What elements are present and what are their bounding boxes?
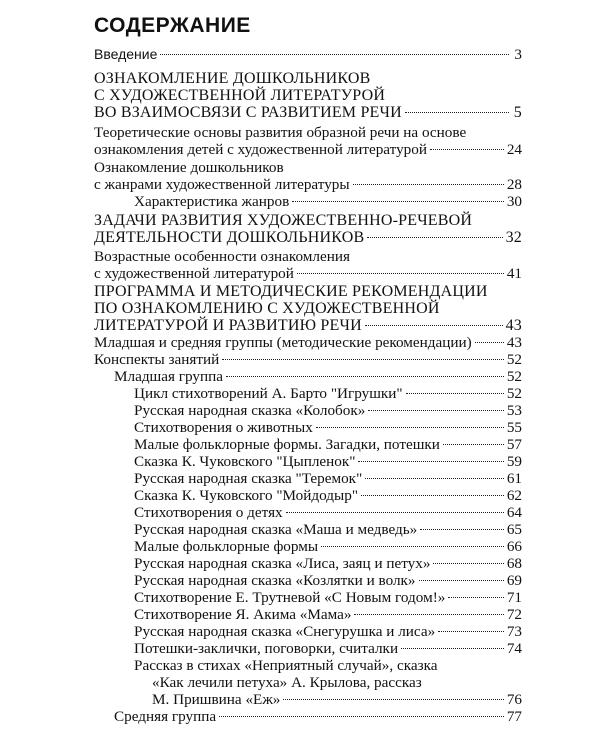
dot-leader [368,410,503,411]
toc-entry[interactable] [114,708,522,726]
toc-page-number: 53 [506,402,522,419]
toc-entry-title: Стихотворения о животных [134,419,313,436]
toc-entry-title: Русская народная сказка «Снегурушка и лиса» [134,623,436,640]
toc-entry[interactable] [134,606,522,624]
toc-entry[interactable] [134,419,522,437]
dot-leader [354,614,503,615]
toc-entry-title: Младшая группа [114,368,223,385]
toc-page-number: 73 [506,623,522,640]
toc-entry[interactable] [94,176,522,194]
toc-entry-title: с жанрами художественной литературы [94,176,350,193]
toc-entry[interactable] [134,521,522,539]
toc-entry[interactable] [94,141,522,159]
toc-entry[interactable] [134,538,522,556]
toc-page-number: 76 [506,691,522,708]
toc-page-number: 72 [506,606,522,623]
toc-entry[interactable] [134,402,522,420]
dot-leader [367,237,502,238]
dot-leader [219,716,504,717]
toc-entry[interactable] [134,193,522,211]
section-title-line: ЛИТЕРАТУРОЙ И РАЗВИТИЮ РЕЧИ [94,317,362,334]
toc-entry[interactable] [134,589,522,607]
dot-leader [401,648,504,649]
toc-entry-title: ознакомления детей с художественной литературой [94,141,428,158]
toc-entry[interactable] [94,334,522,352]
dot-leader [358,461,503,462]
toc-page-number: 61 [506,470,522,487]
toc-entry[interactable] [134,572,522,590]
toc-entry-title: Введение [94,46,158,62]
dot-leader [160,54,509,55]
toc-entry[interactable] [134,555,522,573]
toc-entry-title: М. Пришвина «Еж» [152,691,281,708]
toc-page-number: 74 [506,640,522,657]
dot-leader [353,184,504,185]
toc-page-number: 28 [506,176,522,193]
toc-entry[interactable] [152,691,522,709]
toc-page-number: 69 [506,572,522,589]
toc-entry-title: Малые фольклорные формы. Загадки, потешки [134,436,440,453]
toc-entry-title: Стихотворение Е. Трутневой «С Новым годом!» [134,589,446,606]
toc-entry-title: Сказка К. Чуковского "Цыпленок" [134,453,356,470]
toc-entry[interactable] [134,385,522,403]
toc-entry[interactable] [134,470,522,488]
dot-leader [406,393,504,394]
dot-leader [433,563,503,564]
dot-leader [448,597,503,598]
section-title-line: ОЗНАКОМЛЕНИЕ ДОШКОЛЬНИКОВ [94,70,371,87]
toc-page-number: 43 [505,317,522,334]
toc-entry[interactable] [134,504,522,522]
toc-page-number: 55 [506,419,522,436]
dot-leader [286,512,504,513]
dot-leader [430,149,504,150]
toc-page-number: 5 [513,104,522,121]
toc-entry-line: «Как лечили петуха» А. Крылова, рассказ [152,674,422,691]
dot-leader [420,529,504,530]
toc-entry-title: Русская народная сказка "Теремок" [134,470,363,487]
dot-leader [475,342,504,343]
toc-entry-line: Теоретические основы развития образной речи на основе [94,124,467,141]
toc-entry[interactable] [134,640,522,658]
toc-entry-title: Русская народная сказка «Козлятки и волк» [134,572,416,589]
toc-page-number: 66 [506,538,522,555]
toc-entry-title: с художественной литературой [94,265,294,282]
section-title-line: ВО ВЗАИМОСВЯЗИ С РАЗВИТИЕМ РЕЧИ [94,104,402,121]
toc-entry[interactable] [134,623,522,641]
toc-entry-title: Конспекты занятий [94,351,220,368]
toc-entry-intro[interactable] [94,45,522,64]
dot-leader [283,699,503,700]
toc-entry-line: Возрастные особенности ознакомления [94,248,350,265]
toc-page-number: 57 [506,436,522,453]
dot-leader [438,631,504,632]
toc-page-number: 52 [506,385,522,402]
toc-page-number: 41 [506,265,522,282]
toc-entry-title: Потешки-заклички, поговорки, считалки [134,640,399,657]
toc-entry-title: Стихотворение Я. Акима «Мама» [134,606,352,623]
dot-leader [443,444,504,445]
toc-page-number: 71 [506,589,522,606]
toc-entry[interactable] [134,487,522,505]
dot-leader [297,273,504,274]
toc-entry-title: Сказка К. Чуковского "Мойдодыр" [134,487,359,504]
section-title-line: ЗАДАЧИ РАЗВИТИЯ ХУДОЖЕСТВЕННО-РЕЧЕВОЙ [94,212,473,229]
toc-page-number: 30 [506,193,522,210]
toc-section-1[interactable] [94,104,522,122]
toc-section-3[interactable] [94,317,522,335]
toc-entry[interactable] [94,265,522,283]
dot-leader [321,546,504,547]
page-title: СОДЕРЖАНИЕ [94,14,251,37]
toc-entry-title: Стихотворения о детях [134,504,283,521]
dot-leader [316,427,504,428]
toc-page-number: 64 [506,504,522,521]
toc-entry[interactable] [94,351,522,369]
toc-page-number: 62 [506,487,522,504]
section-title-line: ПО ОЗНАКОМЛЕНИЮ С ХУДОЖЕСТВЕННОЙ [94,300,440,317]
toc-entry-title: Младшая и средняя группы (методические рекомендации) [94,334,472,351]
toc-page-number: 77 [506,708,522,725]
toc-entry-title: Средняя группа [114,708,217,725]
toc-page-number: 3 [514,46,522,63]
toc-entry[interactable] [134,436,522,454]
toc-entry-title: Русская народная сказка «Лиса, заяц и петух» [134,555,431,572]
toc-entry-title: Малые фольклорные формы [134,538,319,555]
dot-leader [226,376,504,377]
toc-page-number: 68 [506,555,522,572]
toc-entry-line: Ознакомление дошкольников [94,159,284,176]
toc-entry-title: Русская народная сказка «Маша и медведь» [134,521,418,538]
toc-page-number: 65 [506,521,522,538]
dot-leader [365,325,503,326]
dot-leader [405,112,509,113]
toc-page-number: 32 [505,229,522,246]
section-title-line: С ХУДОЖЕСТВЕННОЙ ЛИТЕРАТУРОЙ [94,87,386,104]
dot-leader [361,495,504,496]
toc-entry[interactable] [114,368,522,386]
toc-page-number: 52 [506,368,522,385]
toc-page-number: 52 [506,351,522,368]
toc-page-number: 43 [506,334,522,351]
toc-page-number: 24 [506,141,522,158]
dot-leader [365,478,504,479]
dot-leader [419,580,504,581]
dot-leader [222,359,504,360]
dot-leader [292,201,504,202]
toc-entry-title: Русская народная сказка «Колобок» [134,402,366,419]
toc-entry-line: Рассказ в стихах «Неприятный случай», сказка [134,657,438,674]
toc-entry-title: Цикл стихотворений А. Барто "Игрушки" [134,385,403,402]
section-title-line: ДЕЯТЕЛЬНОСТИ ДОШКОЛЬНИКОВ [94,229,365,246]
toc-entry[interactable] [134,453,522,471]
toc-page-number: 59 [506,453,522,470]
section-title-line: ПРОГРАММА И МЕТОДИЧЕСКИЕ РЕКОМЕНДАЦИИ [94,283,488,300]
toc-section-2[interactable] [94,229,522,247]
toc-entry-title: Характеристика жанров [134,193,290,210]
